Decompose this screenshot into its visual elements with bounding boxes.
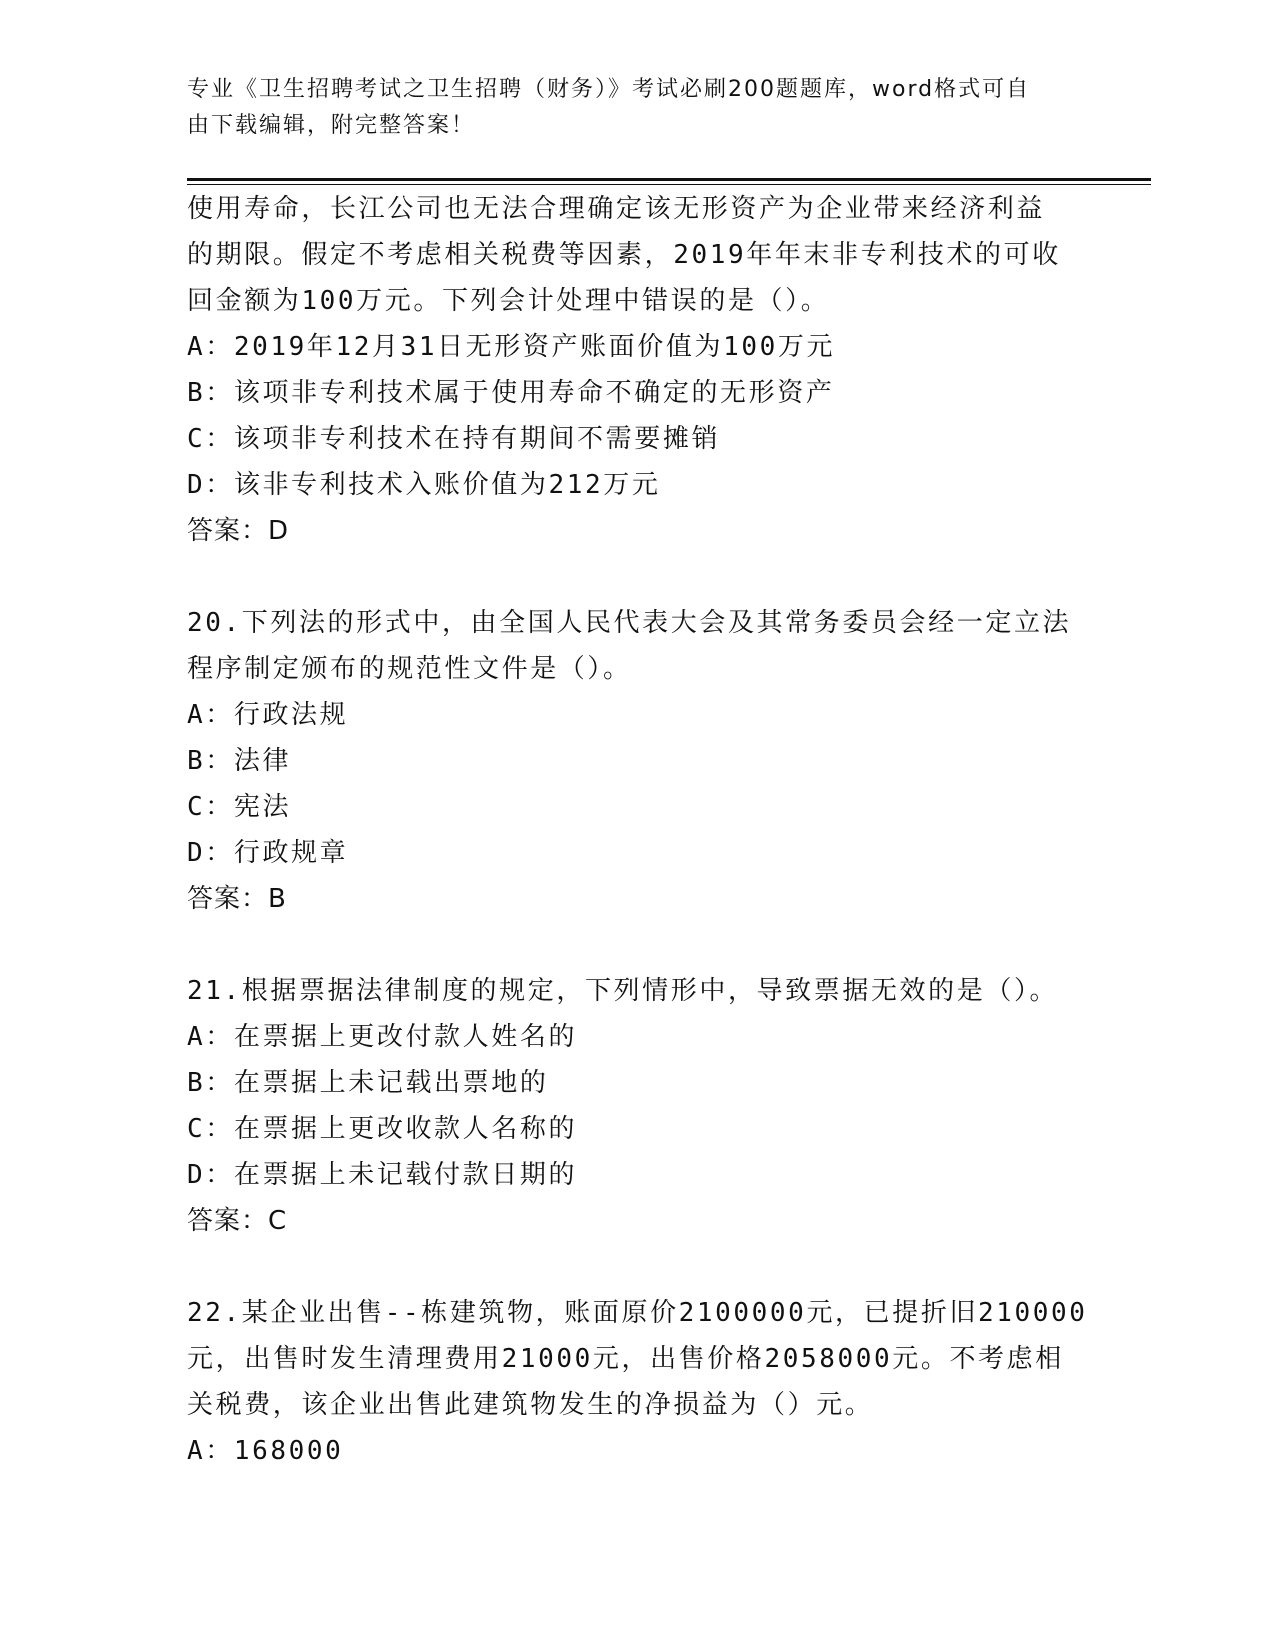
option-b: B：该项非专利技术属于使用寿命不确定的无形资产 (187, 378, 835, 408)
option-b: B：在票据上未记载出票地的 (187, 1068, 549, 1098)
question-stem-line: 使用寿命，长江公司也无法合理确定该无形资产为企业带来经济利益 (187, 194, 1046, 224)
question-stem-line: 22.某企业出售--栋建筑物，账面原价2100000元，已提折旧210000 (187, 1298, 1088, 1328)
question-stem-line: 元，出售时发生清理费用21000元，出售价格2058000元。不考虑相 (187, 1344, 1064, 1374)
document-header (187, 72, 1067, 144)
option-c: C：宪法 (187, 792, 292, 822)
answer-label: 答案：B (187, 884, 287, 914)
option-b: B：法律 (187, 746, 292, 776)
question-stem-line: 21.根据票据法律制度的规定，下列情形中，导致票据无效的是（）。 (187, 976, 1059, 1006)
option-c: C：该项非专利技术在持有期间不需要摊销 (187, 424, 721, 454)
header-line-2: 由下载编辑，附完整答案！ (187, 113, 476, 138)
question-20 (187, 600, 1087, 922)
option-d: D：该非专利技术入账价值为212万元 (187, 470, 661, 500)
answer-label: 答案：D (187, 516, 290, 546)
option-c: C：在票据上更改收款人名称的 (187, 1114, 578, 1144)
option-a: A：行政法规 (187, 700, 349, 730)
question-stem-line: 关税费，该企业出售此建筑物发生的净损益为（）元。 (187, 1390, 874, 1420)
question-gap (187, 554, 1087, 600)
option-a: A：2019年12月31日无形资产账面价值为100万元 (187, 332, 836, 362)
header-divider-thin (187, 184, 1151, 185)
header-line-1: 专业《卫生招聘考试之卫生招聘（财务）》考试必刷200题题库，word格式可自 (187, 77, 1031, 102)
question-21 (187, 968, 1087, 1244)
question-content (187, 186, 1087, 1474)
option-d: D：在票据上未记载付款日期的 (187, 1160, 578, 1190)
question-stem-line: 回金额为100万元。下列会计处理中错误的是（）。 (187, 286, 830, 316)
question-19 (187, 186, 1087, 554)
question-gap (187, 922, 1087, 968)
question-stem-line: 20.下列法的形式中，由全国人民代表大会及其常务委员会经一定立法 (187, 608, 1072, 638)
question-gap (187, 1244, 1087, 1290)
option-a: A：168000 (187, 1436, 344, 1466)
question-22 (187, 1290, 1087, 1474)
question-stem-line: 程序制定颁布的规范性文件是（）。 (187, 654, 632, 684)
option-d: D：行政规章 (187, 838, 349, 868)
answer-label: 答案：C (187, 1206, 288, 1236)
option-a: A：在票据上更改付款人姓名的 (187, 1022, 578, 1052)
question-stem-line: 的期限。假定不考虑相关税费等因素，2019年年末非专利技术的可收 (187, 240, 1061, 270)
header-divider-thick (187, 178, 1151, 181)
